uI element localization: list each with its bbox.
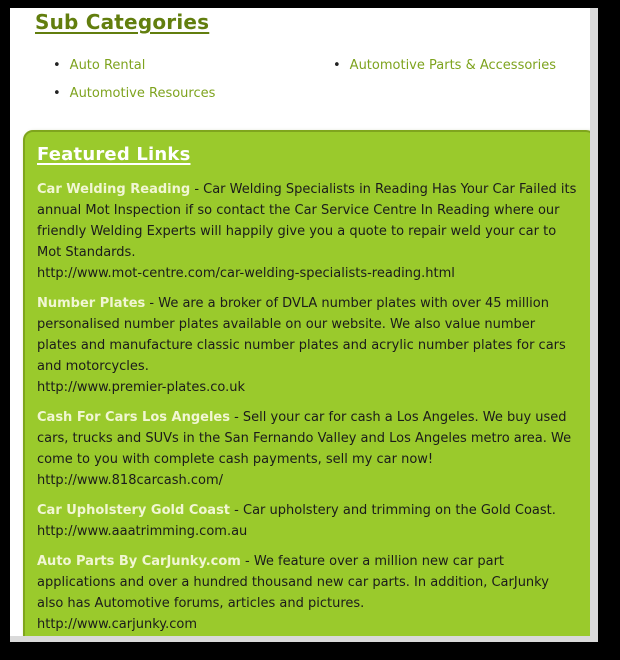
subcategories-list bbox=[53, 52, 590, 108]
subcategories-heading: Sub Categories bbox=[35, 10, 210, 34]
featured-links-panel bbox=[23, 130, 596, 642]
subcategories-column-right bbox=[333, 52, 590, 108]
bullet-icon: • bbox=[333, 58, 341, 73]
featured-entry-title-link[interactable]: Auto Parts By CarJunky.com bbox=[37, 554, 241, 569]
featured-entry-description: - We are a broker of DVLA number plates with over 45 million personalised number plates available on our website. We also value number plates and manufacture classic number plates and acrylic number plates for cars and motorcycles. bbox=[37, 296, 566, 374]
featured-entry-title-link[interactable]: Cash For Cars Los Angeles bbox=[37, 410, 230, 425]
subcategory-link-automotive-resources[interactable]: Automotive Resources bbox=[69, 86, 216, 101]
featured-links-heading: Featured Links bbox=[37, 144, 191, 165]
subcategory-link-automotive-parts[interactable]: Automotive Parts & Accessories bbox=[349, 58, 557, 73]
bullet-icon: • bbox=[53, 86, 61, 101]
featured-entry bbox=[37, 293, 578, 398]
subcategory-link-auto-rental[interactable]: Auto Rental bbox=[69, 58, 146, 73]
featured-entry-url: http://www.aaatrimming.com.au bbox=[37, 524, 248, 539]
featured-entry bbox=[37, 179, 578, 284]
subcategory-item bbox=[53, 52, 333, 80]
featured-entry-title-link[interactable]: Number Plates bbox=[37, 296, 146, 311]
featured-entry-url: http://www.premier-plates.co.uk bbox=[37, 380, 246, 395]
featured-entry bbox=[37, 407, 578, 491]
featured-entry-description: - We feature over a million new car part applications and over a hundred thousand new car parts. In addition, CarJunky also has Automotive forums, articles and pictures. bbox=[37, 554, 549, 611]
featured-entry bbox=[37, 500, 578, 542]
featured-entry-description: - Car upholstery and trimming on the Gold Coast. bbox=[234, 503, 556, 518]
featured-entry-url: http://www.carjunky.com bbox=[37, 617, 198, 632]
featured-entry-title-link[interactable]: Car Welding Reading bbox=[37, 182, 191, 197]
featured-entry-description: - Sell your car for cash a Los Angeles. We buy used cars, trucks and SUVs in the San Fernando Valley and Los Angeles metro area. We come to you with complete cash payments, sell my car now! bbox=[37, 410, 572, 467]
bullet-icon: • bbox=[53, 58, 61, 73]
featured-entry-title-link[interactable]: Car Upholstery Gold Coast bbox=[37, 503, 231, 518]
subcategories-column-left bbox=[53, 52, 333, 108]
content-page bbox=[10, 8, 598, 642]
featured-entry-description: - Car Welding Specialists in Reading Has Your Car Failed its annual Mot Inspection if so contact the Car Service Centre In Reading where our friendly Welding Experts will happily give you a quote to repair weld your car to Mot Standards. bbox=[37, 182, 577, 260]
featured-entry bbox=[37, 551, 578, 635]
subcategory-item bbox=[333, 52, 590, 80]
featured-entry-url: http://www.818carcash.com/ bbox=[37, 473, 224, 488]
featured-entry-url: http://www.mot-centre.com/car-welding-specialists-reading.html bbox=[37, 266, 455, 281]
subcategory-item bbox=[53, 80, 333, 108]
